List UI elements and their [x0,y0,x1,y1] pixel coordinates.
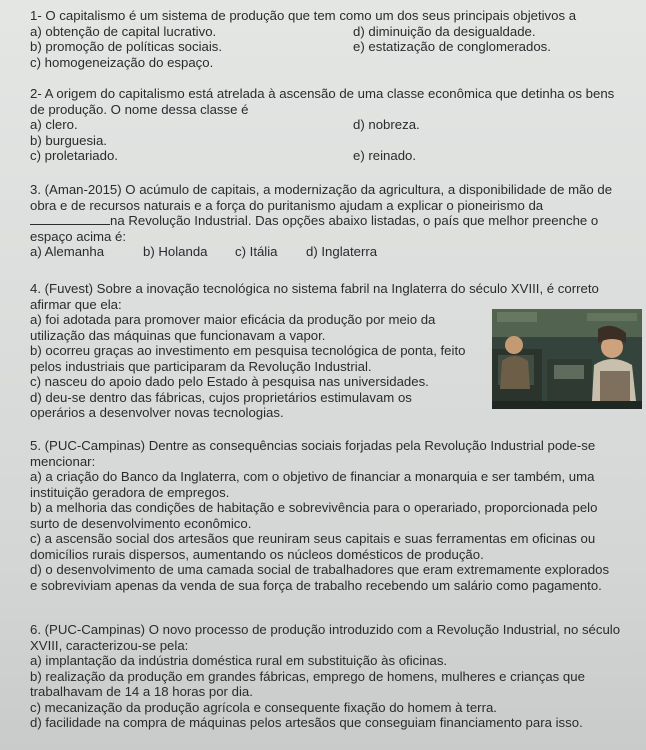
q3-option-a[interactable]: a) Alemanha [30,244,105,259]
question-3-stem-line1: 3. (Aman-2015) O acúmulo de capitais, a modernização da agricultura, a disponibilidade de mão de [30,182,613,197]
q1-option-d[interactable]: d) diminuição da desigualdade. [353,23,536,39]
q6-option-b-cont: trabalhavam de 14 a 18 horas por dia. [30,684,253,699]
q2-option-c[interactable]: c) proletariado. [30,148,118,163]
factory-scene-icon [492,309,642,409]
q2-option-d[interactable]: d) nobreza. [353,117,420,132]
fill-in-blank[interactable] [30,213,110,225]
question-3-stem-line2: obra e de recursos naturais e a força do puritanismo ajudam a explicar o pioneirismo da [30,197,544,213]
q6-option-a[interactable]: a) implantação da indústria doméstica rural em substituição às oficinas. [30,653,448,668]
q6-option-d[interactable]: d) facilidade na compra de máquinas pelos artesãos que conseguiam financiamento para isso. [30,715,583,730]
q4-option-a-cont: utilização das máquinas que funcionavam a vapor. [30,327,326,343]
q3-option-c[interactable]: c) Itália [235,244,278,259]
question-4-stem-line1: 4. (Fuvest) Sobre a inovação tecnológica no sistema fabril na Inglaterra do século XVIII, é correto [30,281,599,296]
q5-option-d-cont: e sobreviviam apenas da venda de sua força de trabalho recebendo um salário como pagamento. [30,577,602,593]
q2-option-e[interactable]: e) reinado. [353,148,417,163]
question-2 [30,86,636,164]
question-3-stem-line3: na Revolução Industrial. Das opções abaixo listadas, o país que melhor preenche o [110,213,599,228]
q5-option-b-cont: surto de desenvolvimento econômico. [30,515,252,531]
q5-option-b[interactable]: b) a melhoria das condições de habitação e sobrevivência para o operariado, proporcionada pelo [30,500,598,515]
q4-option-d[interactable]: d) deu-se dentro das fábricas, cujos proprietários estimulavam os [30,389,412,405]
q3-option-d[interactable]: d) Inglaterra [306,244,378,259]
q2-option-a[interactable]: a) clero. [30,117,78,132]
q3-option-b[interactable]: b) Holanda [143,244,208,259]
q4-option-b-cont: pelos industriais que participaram da Revolução Industrial. [30,358,372,374]
question-4-stem-line2: afirmar que ela: [30,296,122,312]
question-3-stem-line4: espaço acima é: [30,228,127,244]
question-5-stem-line2: mencionar: [30,453,96,469]
q5-option-c[interactable]: c) a ascensão social dos artesãos que reuniram seus capitais e suas ferramentas em oficinas ou [30,531,596,546]
question-5-stem-line1: 5. (PUC-Campinas) Dentre as consequências sociais forjadas pela Revolução Industrial pode-se [30,438,596,453]
q6-option-b[interactable]: b) realização da produção em grandes fábricas, emprego de homens, mulheres e crianças que [30,668,585,684]
question-2-stem-line1: 2- A origem do capitalismo está atrelada à ascensão de uma classe econômica que detinha os bens [30,86,615,101]
q2-option-b[interactable]: b) burguesia. [30,132,107,148]
question-6-stem-line2: XVIII, caracterizou-se pela: [30,637,189,653]
q6-option-c[interactable]: c) mecanização da produção agrícola e consequente fixação do homem à terra. [30,699,497,715]
question-3 [30,182,636,260]
q1-option-e[interactable]: e) estatização de conglomerados. [353,39,551,54]
question-2-stem-line2: de produção. O nome dessa classe é [30,101,249,117]
q1-option-a[interactable]: a) obtenção de capital lucrativo. [30,23,217,39]
q4-option-c[interactable]: c) nasceu do apoio dado pelo Estado à pesquisa nas universidades. [30,374,429,389]
question-1-stem: 1- O capitalismo é um sistema de produção que tem como um dos seus principais objetivos a [30,8,577,23]
q5-option-c-cont: domicílios rurais dispersos, aumentando os núcleos domésticos de produção. [30,546,484,562]
question-6 [30,622,636,731]
q5-option-a-cont: instituição geradora de empregos. [30,484,230,500]
question-5 [30,438,636,593]
question-6-stem-line1: 6. (PUC-Campinas) O novo processo de produção introduzido com a Revolução Industrial, no século [30,622,621,637]
q5-option-a[interactable]: a) a criação do Banco da Inglaterra, com o objetivo de financiar a monarquia e ser também, uma [30,469,595,484]
q1-option-b[interactable]: b) promoção de políticas sociais. [30,39,223,54]
q1-option-c[interactable]: c) homogeneização do espaço. [30,54,214,70]
q5-option-d[interactable]: d) o desenvolvimento de uma camada social de trabalhadores que eram extremamente explorados [30,562,610,577]
q4-option-d-cont: operários a desenvolver novas tecnologias. [30,405,284,420]
factory-workers-illustration [492,309,642,409]
q4-option-b[interactable]: b) ocorreu graças ao investimento em pesquisa tecnológica de ponta, feito [30,343,466,358]
q4-option-a[interactable]: a) foi adotada para promover maior eficácia da produção por meio da [30,312,436,327]
question-1 [30,8,636,70]
